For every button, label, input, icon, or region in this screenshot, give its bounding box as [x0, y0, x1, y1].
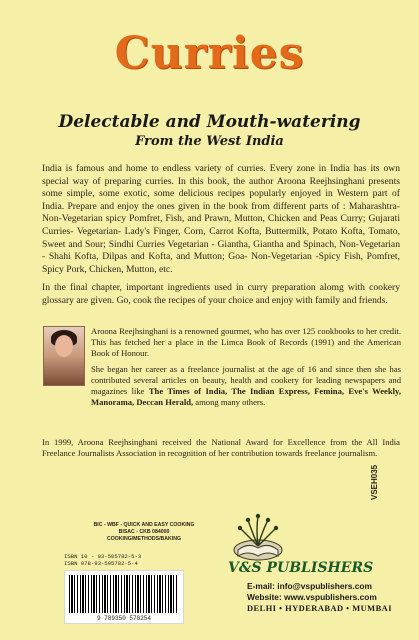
publisher-info: [247, 581, 397, 614]
bio-paragraph: Aroona Reejhsinghani is a renowned gourmet, who has over 125 cookbooks to her credit. This has fetched her a place in the Limca Book of Records (1991) and the American Book of Honour.: [91, 326, 401, 358]
author-photo: [43, 326, 85, 386]
book-description: [42, 163, 400, 314]
subject-code-line: BISAC - CKB 084000: [118, 529, 170, 535]
isbn-10: ISBN 10 - 93-505782-5-3: [64, 553, 142, 560]
subject-code-line: BIC - WBF - QUICK AND EASY COOKING: [93, 522, 195, 528]
barcode-digits: 9 789350 578254: [96, 615, 151, 622]
publisher-email: E-mail: info@vspublishers.com: [247, 581, 372, 591]
isbn-13: ISBN 978-93-505782-5-4: [64, 560, 138, 567]
bio-text: She began her career as a freelance journalist at the age of 16 and since then she has contributed several articles on beauty, health and cookery for leading newspapers and magazines like: [91, 364, 401, 396]
subject-codes: [64, 522, 224, 543]
publisher-name: V&S PUBLISHERS: [228, 560, 374, 576]
author-face: [55, 335, 73, 357]
publisher-website: Website: www.vspublishers.com: [247, 592, 377, 602]
barcode-bars: [69, 575, 179, 613]
bio-publications: The Times of India, The Indian Express, Femina, Eve's Weekly, Manorama, Deccan Herald,: [91, 386, 401, 407]
book-title: Curries: [114, 28, 305, 79]
description-paragraph: In the final chapter, important ingredients used in curry preparation alomg with cookery glossary are given. Go, cook the recipes of your choice and enjoy with family and friends.: [42, 282, 400, 306]
book-subtitle: Delectable and Mouth-watering: [58, 112, 361, 132]
author-award: In 1999, Aroona Reejhsinghani received the National Award for Excellence from the All India Freelance Journalists Association in recognition of her contribution towards freelance journalism.: [42, 437, 400, 458]
subject-code-line: COOKING/METHODS/BAKING: [106, 536, 182, 542]
isbn-block: [64, 553, 168, 567]
author-bio: [91, 326, 401, 413]
book-subsubtitle: From the West India: [135, 134, 284, 149]
product-code: VSEH035: [370, 464, 379, 500]
barcode: [64, 570, 184, 624]
bio-text: among many others.: [193, 397, 266, 407]
description-paragraph: India is famous and home to endless variety of curries. Every zone in India has its own special way of preparing curries. In this book, the author Aroona Reejhsinghani presents some simple, some exotic, some delicious recipes popularly enjoyed in Western part of India. Prepare and enjoy the ones given in the book from different parts of : Maharashtra- Non-Vegetarian spicy Pomfret, Fish, and Prawn, Mutton, Chicken and Peas Curry; Gujarati Curries- Vegetarian- Lady's Finger, Corn, Carrot Kofta, Buttermilk, Potato Kofta, Tomato, Sweet and Sour; Sindhi Curries Vegetarian - Giantha, Giantha and Spinach, Non-Vegetarian - Shahi Kofta, Dilpas and Kofta, and Mutton; Goa- Non-Vegetarian -Spicy Fish, Pomfret, Spicy Pork, Chicken, Mutton, etc.: [42, 163, 400, 275]
bio-paragraph: [91, 364, 401, 408]
publisher-cities: DELHI • HYDERABAD • MUMBAI: [247, 604, 392, 613]
